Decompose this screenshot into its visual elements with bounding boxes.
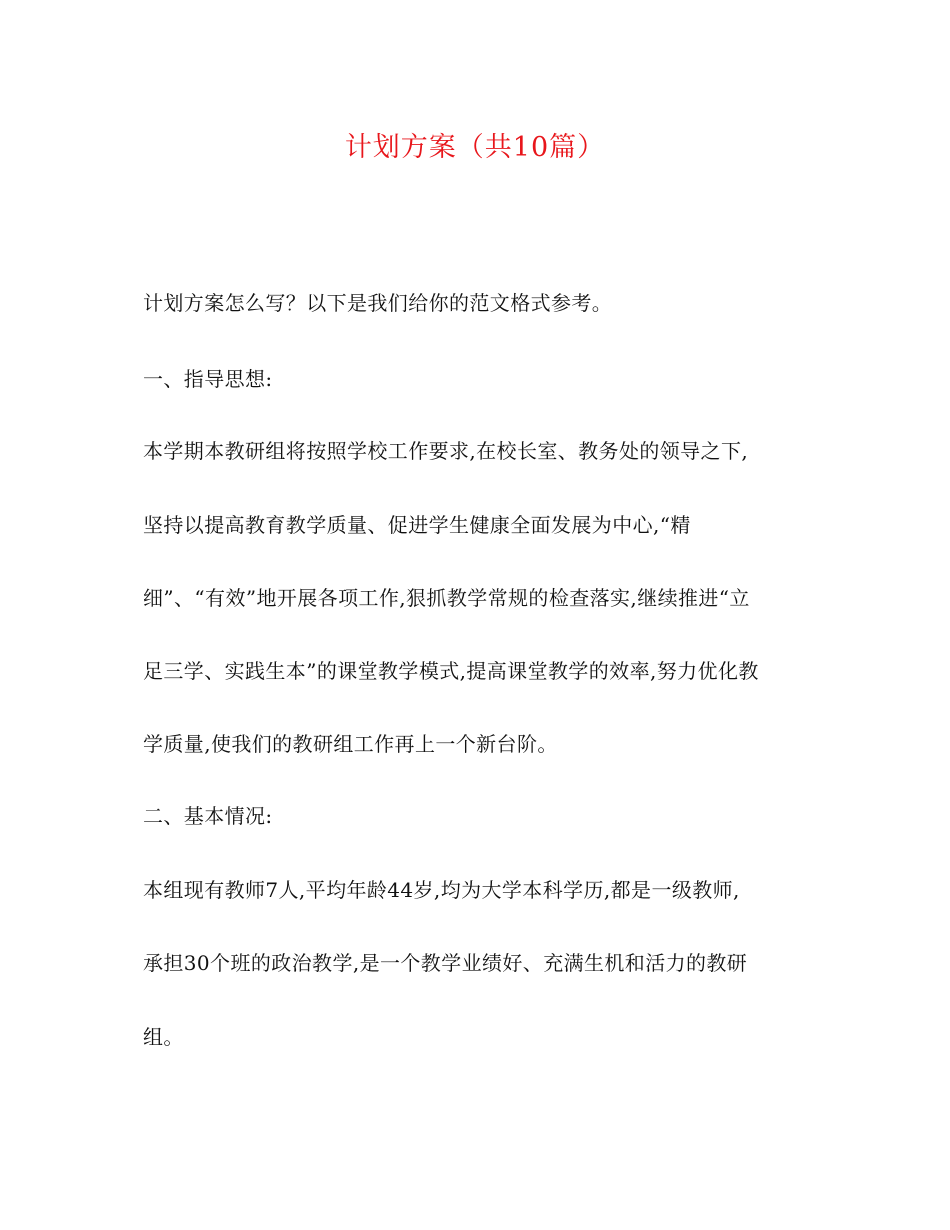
paragraph-line: 组。 [143, 1025, 184, 1049]
section-heading-basic-situation: 二、基本情况: [143, 804, 273, 828]
intro-line: 计划方案怎么写？以下是我们给你的范文格式参考。 [143, 291, 613, 315]
paragraph-line: 细”、“有效”地开展各项工作,狠抓教学常规的检查落实,继续推进“立 [143, 586, 750, 610]
paragraph-line: 足三学、实践生本”的课堂教学模式,提高课堂教学的效率,努力优化教 [143, 659, 759, 683]
section-heading-guiding-ideology: 一、指导思想: [143, 367, 273, 391]
paragraph-line: 本组现有教师7人,平均年龄44岁,均为大学本科学历,都是一级教师, [143, 878, 740, 902]
paragraph-line: 承担30个班的政治教学,是一个教学业绩好、充满生机和活力的教研 [143, 951, 748, 975]
paragraph-line: 学质量,使我们的教研组工作再上一个新台阶。 [143, 732, 558, 756]
document-title: 计划方案（共10篇） [344, 132, 606, 163]
paragraph-line: 本学期本教研组将按照学校工作要求,在校长室、教务处的领导之下, [143, 439, 749, 463]
paragraph-line: 坚持以提高教育教学质量、促进学生健康全面发展为中心,“精 [143, 513, 691, 537]
